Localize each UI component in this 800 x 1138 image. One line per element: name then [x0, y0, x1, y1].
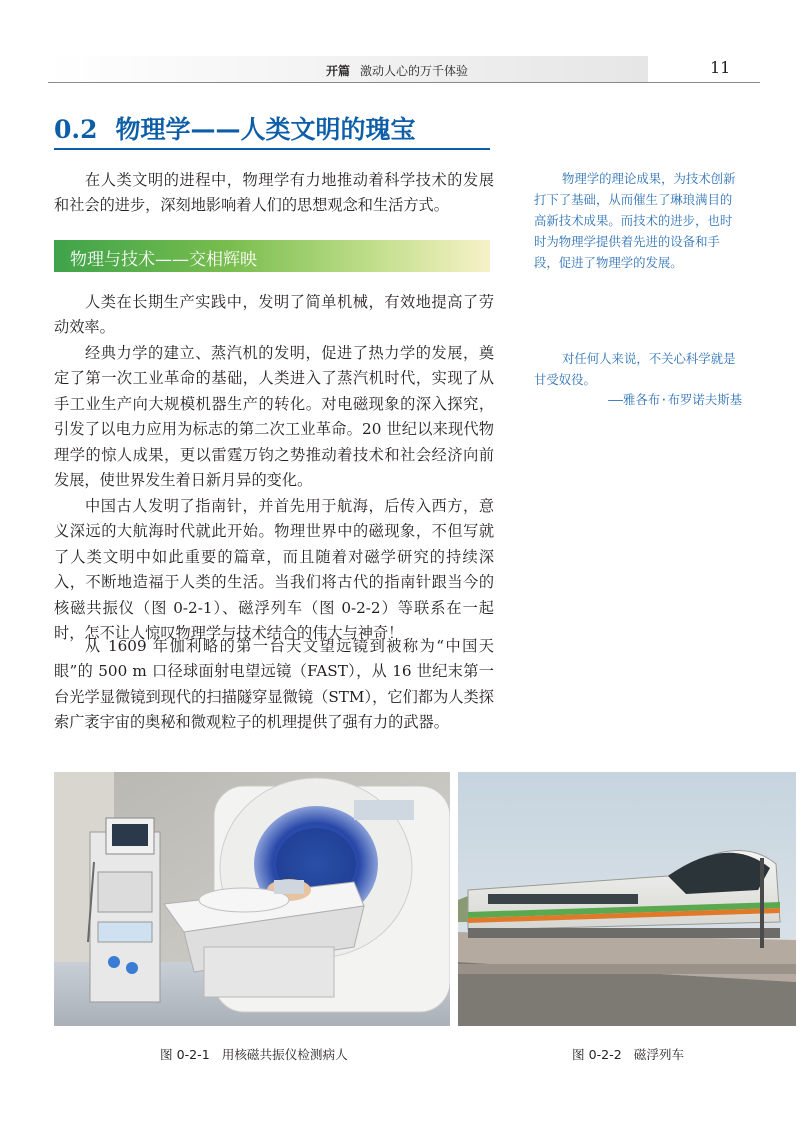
- body-paragraph-1: 人类在长期生产实践中，发明了简单机械，有效地提高了劳动效率。: [54, 293, 494, 337]
- mri-photo: [54, 772, 450, 1026]
- body-paragraph-4: 从 1609 年伽利略的第一台天文望远镜到被称为“中国天眼”的 500 m 口径球面射电望远镜（FAST），从 16 世纪末第一台光学显微镜到现代的扫描隧穿显微镜（STM），它们都为人类探索广袤宇宙的奥秘和微观粒子的机理提供了强有力的武器。: [54, 637, 494, 732]
- maglev-illustration: [458, 772, 796, 1026]
- sidebar-quote-author: ——雅各布·布罗诺夫斯基: [608, 392, 742, 407]
- sidebar-note: 物理学的理论成果，为技术创新打下了基础，从而催生了琳琅满目的高新技术成果。而技术的进步，也时时为物理学提供着先进的设备和手段，促进了物理学的发展。: [534, 171, 736, 270]
- figure-label-1: 图 0-2-1: [160, 1047, 210, 1062]
- section-title: 物理学——人类文明的瑰宝: [115, 115, 416, 144]
- figure-text-1: 用核磁共振仪检测病人: [221, 1047, 348, 1062]
- mri-illustration: [54, 772, 450, 1026]
- header-part: 开篇: [325, 64, 350, 78]
- page-number: 11: [710, 58, 731, 77]
- intro-paragraph: 在人类文明的进程中，物理学有力地推动着科学技术的发展和社会的进步，深刻地影响着人们的思想观念和生活方式。: [54, 171, 494, 215]
- running-header: [48, 56, 760, 82]
- header-part-title: 激动人心的万千体验: [359, 64, 468, 78]
- maglev-photo: [458, 772, 796, 1026]
- header-chapter: [326, 62, 468, 79]
- section-number: 0.2: [54, 115, 98, 144]
- figure-text-2: 磁浮列车: [633, 1047, 685, 1062]
- figure-caption-2: [572, 1044, 684, 1063]
- header-rule: [48, 82, 760, 83]
- body-paragraph-3: 中国古人发明了指南针，并首先用于航海，后传入西方，意义深远的大航海时代就此开始。物理世界中的磁现象，不但写就了人类文明中如此重要的篇章，而且随着对磁学研究的持续深入，不断地造福于人类的生活。当我们将古代的指南针跟当今的核磁共振仪（图 0-2-1）、磁浮列车（图 0-2-2）等联系在一起时，怎不让人惊叹物理学与技术结合的伟大与神奇！: [54, 497, 494, 643]
- sidebar-quote: 对任何人来说，不关心科学就是甘受奴役。: [534, 351, 736, 387]
- figure-caption-1: [160, 1044, 348, 1063]
- section-heading: [54, 110, 416, 146]
- section-rule: [54, 148, 490, 150]
- body-paragraph-2: 经典力学的建立、蒸汽机的发明，促进了热力学的发展，奠定了第一次工业革命的基础，人类进入了蒸汽机时代，实现了从手工业生产向大规模机器生产的转化。对电磁现象的深入探究，引发了以电力应用为标志的第二次工业革命。20 世纪以来现代物理学的惊人成果，更以雷霆万钧之势推动着技术和社会经济向前发展，使世界发生着日新月异的变化。: [54, 344, 494, 490]
- subsection-band: [54, 240, 490, 272]
- subsection-title: 物理与技术——交相辉映: [70, 250, 257, 270]
- figure-label-2: 图 0-2-2: [572, 1047, 622, 1062]
